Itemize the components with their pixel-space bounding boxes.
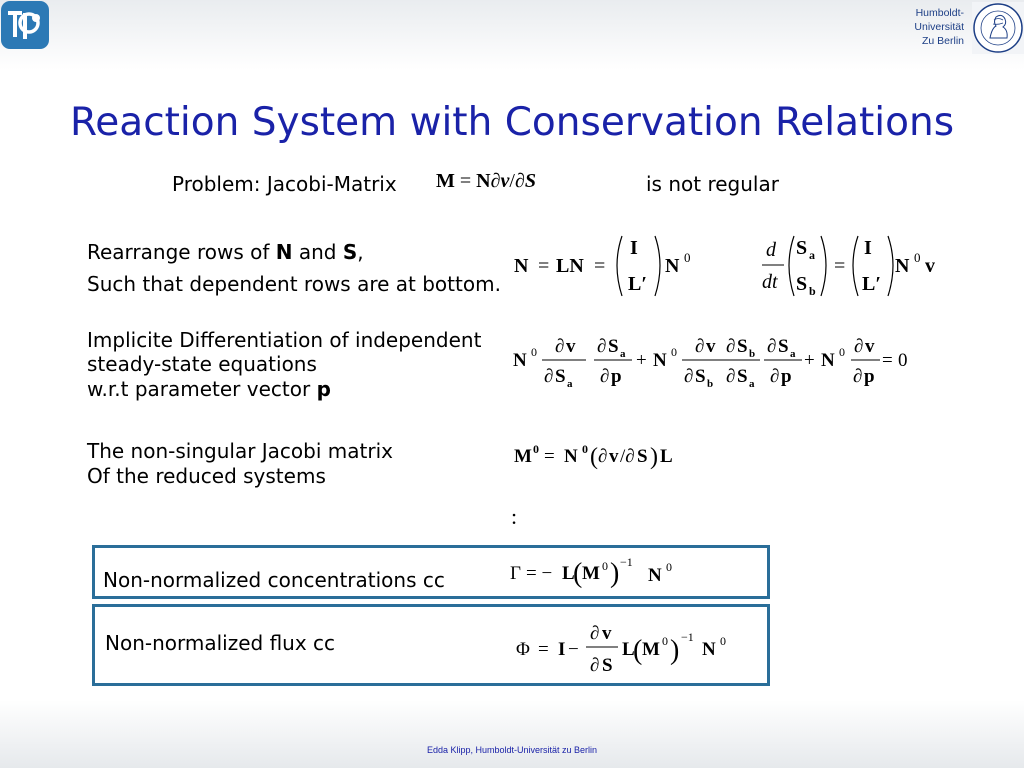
footer-credit: Edda Klipp, Humboldt-Universität zu Berlin xyxy=(426,745,598,755)
svg-text:∂: ∂ xyxy=(853,366,863,387)
svg-text:0: 0 xyxy=(582,442,588,456)
svg-text:I: I xyxy=(630,237,638,259)
svg-text:L: L xyxy=(562,563,575,584)
svg-text:L: L xyxy=(660,446,673,467)
svg-text:): ) xyxy=(650,444,658,470)
svg-text:=: = xyxy=(538,255,550,277)
svg-text:∂: ∂ xyxy=(597,336,607,357)
svg-text:N: N xyxy=(513,350,527,371)
svg-text:v: v xyxy=(925,255,935,277)
svg-text:): ) xyxy=(610,558,620,589)
svg-text:0: 0 xyxy=(602,559,608,573)
svg-text:(: ( xyxy=(573,558,583,589)
svg-text:∂: ∂ xyxy=(854,336,864,357)
bold-n: N xyxy=(275,240,293,264)
svg-text:0: 0 xyxy=(914,250,921,265)
problem-suffix: is not regular xyxy=(646,172,779,196)
svg-text:0: 0 xyxy=(671,345,677,359)
university-seal-icon xyxy=(972,2,1024,54)
concentration-cc-label: Non-normalized concentrations cc xyxy=(103,568,445,592)
derivative-equation xyxy=(758,230,958,300)
svg-text:∂: ∂ xyxy=(695,336,705,357)
svg-text:∂: ∂ xyxy=(770,366,780,387)
svg-text:∂: ∂ xyxy=(600,366,610,387)
svg-text:S: S xyxy=(555,366,566,387)
svg-text:L: L xyxy=(622,639,635,660)
bold-p: p xyxy=(316,377,331,401)
svg-text:∂: ∂ xyxy=(684,366,694,387)
svg-text:∂: ∂ xyxy=(544,366,554,387)
svg-text:p: p xyxy=(864,366,875,387)
section3-line2: Of the reduced systems xyxy=(87,464,326,488)
svg-text:LN: LN xyxy=(556,255,584,277)
svg-text:b: b xyxy=(707,378,714,390)
section2-line2: steady-state equations xyxy=(87,352,317,376)
text: Rearrange rows of xyxy=(87,240,276,264)
svg-text:a: a xyxy=(790,348,796,360)
svg-text:Γ: Γ xyxy=(510,563,521,584)
jacobi-formula: M = N∂v/∂S xyxy=(436,170,536,192)
svg-text:=: = xyxy=(594,255,606,277)
svg-text:N: N xyxy=(821,350,835,371)
svg-text:=: = xyxy=(882,350,893,371)
svg-text:= −: = − xyxy=(526,563,553,584)
section1-line2: Such that dependent rows are at bottom. xyxy=(87,272,501,296)
svg-text:N: N xyxy=(653,350,667,371)
svg-text:+: + xyxy=(804,350,815,371)
svg-text:S: S xyxy=(608,336,619,357)
svg-text:∂: ∂ xyxy=(726,336,736,357)
svg-text:L′: L′ xyxy=(628,273,647,295)
svg-text:v: v xyxy=(706,336,716,357)
svg-text:∂: ∂ xyxy=(590,623,600,644)
svg-text:S: S xyxy=(796,237,808,259)
svg-text:a: a xyxy=(620,348,626,360)
svg-text:b: b xyxy=(749,348,756,360)
link-matrix-equation xyxy=(510,230,700,300)
header-band xyxy=(0,0,1024,70)
svg-text:b: b xyxy=(809,284,816,298)
svg-text:S: S xyxy=(695,366,706,387)
svg-text:Φ: Φ xyxy=(516,639,530,660)
text: and xyxy=(292,240,343,264)
svg-text:∂: ∂ xyxy=(555,336,565,357)
reduced-jacobi-equation xyxy=(512,438,702,474)
svg-text:): ) xyxy=(670,635,680,666)
svg-text:0: 0 xyxy=(531,345,537,359)
svg-text:d: d xyxy=(766,239,776,261)
svg-text:0: 0 xyxy=(666,560,672,574)
svg-text:v: v xyxy=(609,446,619,467)
colon-mark: : xyxy=(511,504,518,529)
section1-line1 xyxy=(87,240,364,264)
svg-text:−1: −1 xyxy=(681,630,694,644)
svg-text:M: M xyxy=(582,563,600,584)
svg-text:N: N xyxy=(564,446,578,467)
svg-text:M: M xyxy=(642,639,660,660)
svg-text:N: N xyxy=(702,639,716,660)
svg-text:p: p xyxy=(611,366,622,387)
university-line: Humboldt- xyxy=(915,7,964,19)
university-name xyxy=(914,6,964,48)
svg-text:0: 0 xyxy=(898,350,908,371)
flux-cc-label: Non-normalized flux cc xyxy=(105,631,336,655)
svg-text:dt: dt xyxy=(762,271,778,293)
concentration-cc-equation xyxy=(506,552,696,592)
svg-text:−: − xyxy=(568,639,579,660)
svg-text:=: = xyxy=(544,446,555,467)
problem-label: Problem: Jacobi-Matrix xyxy=(172,172,397,196)
svg-text:v: v xyxy=(865,336,875,357)
svg-text:S: S xyxy=(737,336,748,357)
svg-text:(: ( xyxy=(633,635,643,666)
svg-text:/∂: /∂ xyxy=(620,446,635,467)
svg-text:M: M xyxy=(514,446,532,467)
svg-text:I: I xyxy=(558,639,566,660)
svg-text:S: S xyxy=(737,366,748,387)
tbp-logo xyxy=(1,1,49,49)
svg-text:v: v xyxy=(566,336,576,357)
svg-text:N: N xyxy=(665,255,680,277)
svg-text:p: p xyxy=(781,366,792,387)
svg-text:N: N xyxy=(648,565,662,586)
implicit-differentiation-equation xyxy=(510,330,910,394)
svg-text:S: S xyxy=(796,273,808,295)
svg-text:N: N xyxy=(514,255,529,277)
text: , xyxy=(357,240,364,264)
slide-title: Reaction System with Conservation Relations xyxy=(69,100,955,145)
flux-cc-equation xyxy=(510,615,740,679)
svg-text:I: I xyxy=(864,237,872,259)
svg-text:S: S xyxy=(637,446,648,467)
svg-text:L′: L′ xyxy=(862,273,881,295)
svg-text:(: ( xyxy=(590,444,598,470)
svg-text:0: 0 xyxy=(720,634,726,648)
svg-text:=: = xyxy=(834,255,846,277)
university-line: Zu Berlin xyxy=(921,35,964,47)
svg-text:∂: ∂ xyxy=(590,655,600,676)
svg-text:S: S xyxy=(602,655,613,676)
svg-text:0: 0 xyxy=(839,345,845,359)
svg-text:=: = xyxy=(538,639,549,660)
bold-s: S xyxy=(342,240,358,264)
section3-line1: The non-singular Jacobi matrix xyxy=(87,439,393,463)
section2-line3 xyxy=(87,377,331,401)
svg-text:a: a xyxy=(567,378,573,390)
svg-text:v: v xyxy=(602,623,612,644)
svg-text:a: a xyxy=(809,248,815,262)
svg-text:+: + xyxy=(636,350,647,371)
svg-text:−1: −1 xyxy=(620,555,633,569)
svg-text:0: 0 xyxy=(662,634,668,648)
svg-text:a: a xyxy=(749,378,755,390)
svg-text:0: 0 xyxy=(684,250,691,265)
university-line: Universität xyxy=(914,21,964,33)
svg-text:∂: ∂ xyxy=(598,446,608,467)
text: w.r.t parameter vector xyxy=(87,377,317,401)
svg-text:∂: ∂ xyxy=(726,366,736,387)
svg-text:S: S xyxy=(778,336,789,357)
footer-band xyxy=(0,700,1024,768)
section2-line1: Implicite Differentiation of independent xyxy=(87,328,482,352)
svg-text:N: N xyxy=(895,255,910,277)
svg-text:0: 0 xyxy=(533,442,539,456)
svg-text:∂: ∂ xyxy=(767,336,777,357)
